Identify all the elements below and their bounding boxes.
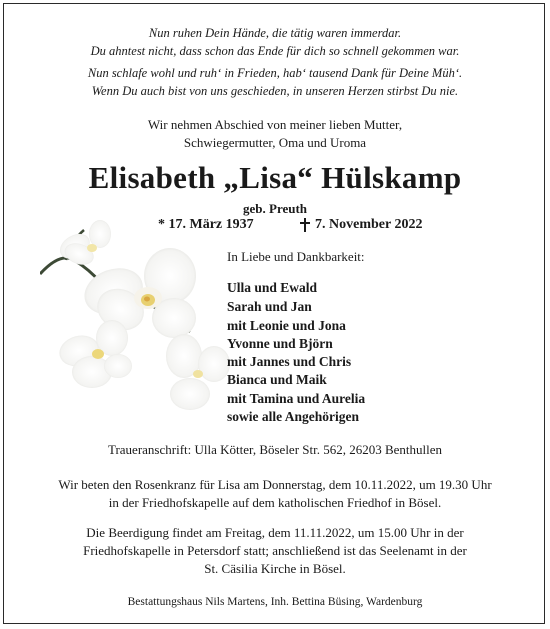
mourner-name: Ulla und Ewald	[227, 280, 318, 295]
verse-line: Nun schlafe wohl und ruh‘ in Frieden, hab‘ tausend Dank für Deine Müh‘.	[87, 66, 463, 80]
verse-stanza-1	[0, 24, 550, 60]
verse-line: Nun ruhen Dein Hände, die tätig waren immerdar.	[148, 26, 402, 40]
funeral-line: St. Cäsilia Kirche in Bösel.	[204, 561, 346, 576]
mourner-name: mit Jannes und Chris	[227, 354, 352, 370]
mourning-address: Traueranschrift: Ulla Kötter, Böseler Str. 562, 26203 Benthullen	[107, 442, 443, 457]
birth-name: geb. Preuth	[243, 201, 308, 216]
mourner-name: Bianca und Maik	[227, 372, 327, 388]
verse-line: Wenn Du auch bist von uns geschieden, in unseren Herzen stirbst Du nie.	[91, 84, 459, 98]
white-orchid-icon	[40, 212, 245, 427]
verse-line: Du ahntest nicht, dass schon das Ende für dich so schnell gekommen war.	[90, 44, 460, 58]
funeral-line: Friedhofskapelle in Petersdorf statt; anschließend ist das Seelenamt in der	[83, 543, 467, 558]
funeral-home: Bestattungshaus Nils Martens, Inh. Bettina Büsing, Wardenburg	[127, 596, 423, 608]
rosary-line: Wir beten den Rosenkranz für Lisa am Donnerstag, dem 10.11.2022, um 19.30 Uhr	[58, 477, 492, 492]
verse-stanza-2	[0, 64, 550, 100]
mourner-name: mit Leonie und Jona	[227, 317, 346, 333]
latin-cross-icon	[300, 218, 310, 232]
intro-line: Wir nehmen Abschied von meiner lieben Mutter,	[147, 117, 403, 132]
birth-date: * 17. März 1937	[158, 217, 254, 232]
death-date: 7. November 2022	[315, 217, 423, 232]
mourner-name: mit Tamina und Aurelia	[227, 390, 366, 406]
funeral-notice	[0, 524, 550, 578]
mourner-name: sowie alle Angehörigen	[227, 409, 359, 425]
farewell-intro	[0, 116, 550, 152]
intro-line: Schwiegermutter, Oma und Uroma	[183, 135, 367, 150]
rosary-notice	[0, 476, 550, 512]
rosary-line: in der Friedhofskapelle auf dem katholischen Friedhof in Bösel.	[108, 495, 442, 510]
thanks-line: In Liebe und Dankbarkeit:	[227, 249, 365, 264]
mourners-list	[227, 279, 365, 426]
deceased-name: Elisabeth „Lisa“ Hülskamp	[88, 160, 462, 195]
funeral-line: Die Beerdigung findet am Freitag, dem 11.11.2022, um 15.00 Uhr in der	[86, 525, 464, 540]
mourner-name: Sarah und Jan	[227, 299, 312, 315]
mourner-name: Yvonne und Björn	[227, 335, 333, 351]
